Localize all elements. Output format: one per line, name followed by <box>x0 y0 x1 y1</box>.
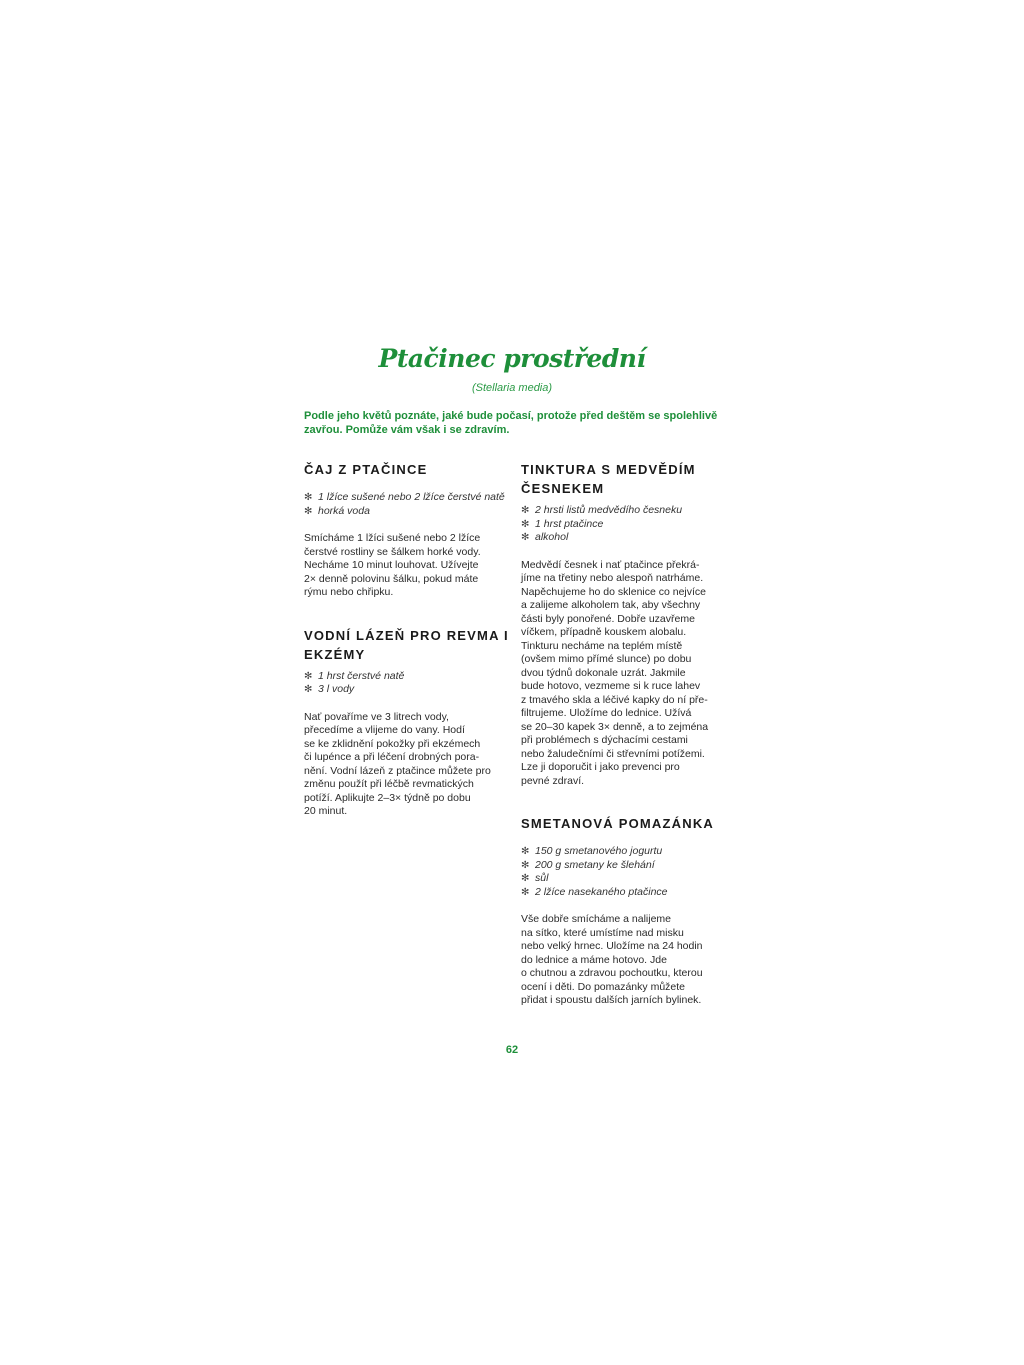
ingredient-item: ✻ 150 g smetanového jogurtu <box>521 845 663 857</box>
section-vodni-lazen <box>304 626 509 819</box>
right-column <box>521 460 726 1008</box>
section-smetanova-pomazanka <box>521 814 726 1008</box>
asterisk-icon: ✻ <box>521 886 530 898</box>
ingredient-item: ✻ alkohol <box>521 531 569 543</box>
latin-name: (Stellaria media) <box>471 382 553 394</box>
ingredient-list <box>521 504 726 545</box>
section-heading: TINKTURA S MEDVĚDÍM ČESNEKEM <box>521 462 696 496</box>
section-heading: VODNÍ LÁZEŇ PRO REVMA I EKZÉMY <box>304 627 509 662</box>
asterisk-icon: ✻ <box>521 505 530 516</box>
section-heading: ČAJ Z PTAČINCE <box>304 462 428 477</box>
section-text: Medvědí česnek i nať ptačince překrá- jíme na třetiny nebo alespoň natrháme. Napěchujeme ho do sklenice co nejvíce a zalijeme alkoholem tak, aby všechny části byly ponořené. Dobře uzavřeme víčkem, případně kouskem alobalu. Tinkturu necháme na teplém místě (ovšem mimo přímé slunce) po dobu dvou týdnů dokonale uzrát. Jakmile bude hotovo, vezmeme si k ruce lahev z tmavého skla a léčivé kapky do ní pře- filtrujeme. Uložíme do lednice. Užívá se 20–30 kapek 3× denně, a to zejména při problémech s dýchacími cestami nebo žaludečními či střevními potížemi. Lze ji doporučit i jako prevenci pro pevné zdraví. <box>521 558 709 787</box>
asterisk-icon: ✻ <box>521 873 530 884</box>
intro-text: Podle jeho květů poznáte, jaké bude počasí, protože před deštěm se spolehlivě zavřou. Pomůže vám však i se zdravím. <box>304 410 718 436</box>
ingredient-item: ✻ 200 g smetany ke šlehání <box>521 858 655 871</box>
asterisk-icon: ✻ <box>521 859 530 871</box>
section-text: Vše dobře smícháme a nalijeme na sítko, které umístíme nad misku nebo velký hrnec. Uložíme na 24 hodin do lednice a máme hotovo. Jde o chutnou a zdravou pochoutku, kterou ocení i děti. Do pomazánky můžete přidat i spoustu dalších jarních bylinek. <box>521 913 703 1006</box>
ingredient-item: ✻ 3 l vody <box>304 683 355 695</box>
page-title: Ptačinec prostřední <box>378 344 646 373</box>
section-caj <box>304 460 509 600</box>
left-column <box>304 460 509 819</box>
ingredient-item: ✻ horká voda <box>304 504 370 517</box>
asterisk-icon: ✻ <box>304 684 313 695</box>
section-heading: SMETANOVÁ POMAZÁNKA <box>521 816 714 831</box>
ingredient-item: ✻ 1 hrst čerstvé natě <box>304 669 405 682</box>
page-number: 62 <box>505 1044 519 1056</box>
asterisk-icon: ✻ <box>521 846 530 857</box>
ingredient-list <box>521 845 726 899</box>
asterisk-icon: ✻ <box>304 492 313 503</box>
asterisk-icon: ✻ <box>521 518 530 530</box>
ingredient-item: ✻ 1 lžíce sušené nebo 2 lžíce čerstvé natě <box>304 491 505 503</box>
ingredient-item: ✻ 2 lžíce nasekaného ptačince <box>521 885 668 898</box>
ingredient-item: ✻ 2 hrsti listů medvědího česneku <box>521 504 683 516</box>
section-text: Nať povaříme ve 3 litrech vody, přecedíme a vlijeme do vany. Hodí se ke zklidnění pokožky při ekzémech či lupénce a při léčení drobných pora- nění. Vodní lázeň z ptačince můžete pro změnu použít při léčbě revmatických potíží. Aplikujte 2–3× týdně po dobu 20 minut. <box>304 710 491 817</box>
asterisk-icon: ✻ <box>304 505 313 517</box>
section-tinktura <box>521 460 726 788</box>
asterisk-icon: ✻ <box>304 670 313 682</box>
section-text: Smícháme 1 lžíci sušené nebo 2 lžíce čerstvé rostliny se šálkem horké vody. Necháme 10 minut louhovat. Užívejte 2× denně polovinu šálku, pokud máte rýmu nebo chřipku. <box>304 532 481 598</box>
asterisk-icon: ✻ <box>521 532 530 543</box>
ingredient-item: ✻ 1 hrst ptačince <box>521 517 604 530</box>
ingredient-item: ✻ sůl <box>521 872 549 884</box>
ingredient-list <box>304 491 509 518</box>
ingredient-list <box>304 670 509 697</box>
